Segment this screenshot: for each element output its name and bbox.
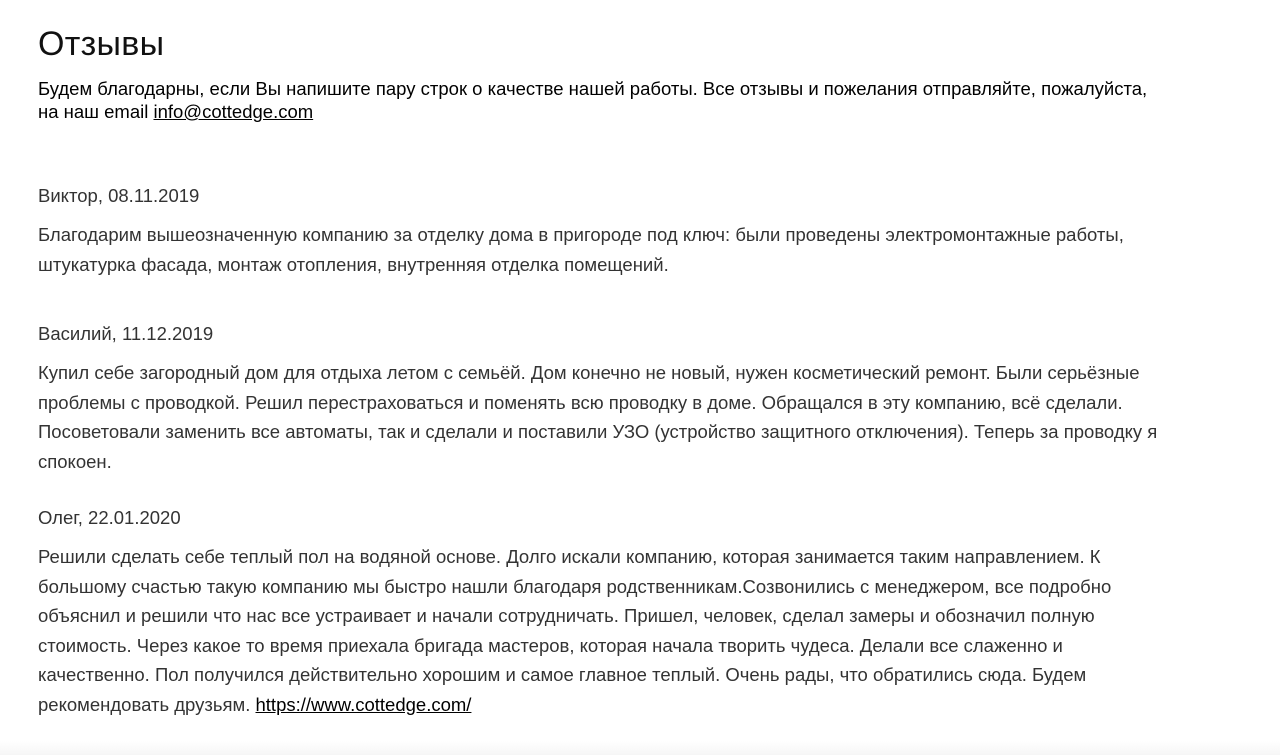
review-item bbox=[38, 184, 1178, 279]
review-text-container bbox=[38, 542, 1178, 719]
review-author: Василий, 11.12.2019 bbox=[38, 323, 214, 344]
review-item bbox=[38, 322, 1178, 476]
email-link[interactable]: info@cottedge.com bbox=[153, 101, 314, 122]
review-text: Благодарим вышеозначенную компанию за отделку дома в пригороде под ключ: были проведены электромонтажные работы, штукатурка фасада, монтаж отопления, внутренняя отделка помещений. bbox=[38, 224, 1124, 275]
intro-text: Будем благодарны, если Вы напишите пару строк о качестве нашей работы. Все отзывы и пожелания отправляйте, пожалуйста, на наш email bbox=[38, 78, 1148, 122]
review-item bbox=[38, 506, 1178, 719]
review-author: Олег, 22.01.2020 bbox=[38, 507, 181, 528]
review-author: Виктор, 08.11.2019 bbox=[38, 185, 200, 206]
review-text: Решили сделать себе теплый пол на водяной основе. Долго искали компанию, которая занимается таким направлением. К большому счастью такую компанию мы быстро нашли благодаря родственникам.Созвонились с менеджером, все подробно объяснил и решили что нас все устраивает и начали сотрудничать. Пришел, человек, сделал замеры и обозначил полную стоимость. Через какое то время приехала бригада мастеров, которая начала творить чудеса. Делали все слаженно и качественно. Пол получился действительно хорошим и самое главное теплый. Очень рады, что обратились сюда. Будем рекомендовать друзьям. bbox=[38, 546, 1112, 715]
intro-paragraph bbox=[38, 77, 1158, 123]
page-title: Отзывы bbox=[38, 25, 165, 63]
review-text: Купил себе загородный дом для отдыха летом с семьёй. Дом конечно не новый, нужен косметический ремонт. Были серьёзные проблемы с проводкой. Решил перестраховаться и поменять всю проводку в доме. Обращался в эту компанию, всё сделали. Посоветовали заменить все автоматы, так и сделали и поставили УЗО (устройство защитного отключения). Теперь за проводку я спокоен. bbox=[38, 362, 1158, 472]
bottom-fade bbox=[0, 741, 1280, 755]
website-link[interactable]: https://www.cottedge.com/ bbox=[255, 693, 472, 715]
